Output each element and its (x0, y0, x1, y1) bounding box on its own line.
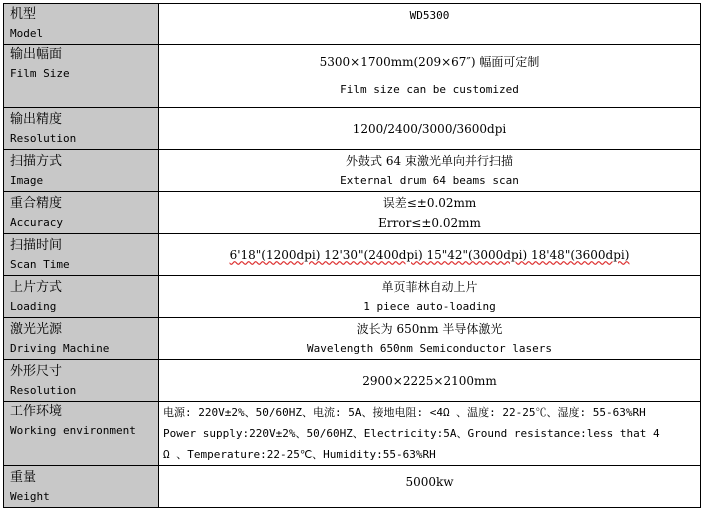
row-label (4, 318, 159, 360)
label-cn: 激光光源 (10, 321, 63, 337)
value-text: 5000kw (405, 475, 454, 489)
label-cn: 扫描方式 (10, 153, 63, 169)
value-text: 5300×1700mm(209×67″) 幅面可定制 (319, 55, 540, 69)
row-value (159, 360, 701, 402)
value-text-en-cont: Ω 、Temperature:22-25℃、Humidity:55-63%RH (163, 448, 436, 461)
label-en: Loading (10, 299, 57, 313)
table-row (4, 108, 701, 150)
table-row (4, 276, 701, 318)
value-text: 单页菲林自动上片 (381, 279, 478, 294)
value-text: 外鼓式 64 束激光单向并行扫描 (346, 153, 513, 168)
label-cn: 输出幅面 (10, 47, 63, 62)
row-label (4, 150, 159, 192)
table-row (4, 318, 701, 360)
value-text: 1200/2400/3000/3600dpi (352, 121, 507, 136)
label-en: Driving Machine (10, 341, 110, 355)
label-cn: 重量 (10, 469, 37, 485)
label-cn: 重合精度 (10, 195, 63, 211)
row-value (159, 4, 701, 45)
row-label (4, 402, 159, 466)
table-row (4, 466, 701, 508)
label-cn: 外形尺寸 (10, 363, 63, 379)
row-label (4, 360, 159, 402)
value-text: 误差≤±0.02mm (382, 195, 477, 210)
table-row (4, 4, 701, 45)
row-label (4, 466, 159, 508)
row-value (159, 234, 701, 276)
row-value (159, 402, 701, 466)
label-en: Weight (10, 489, 50, 503)
table-row (4, 150, 701, 192)
label-en: Accuracy (10, 215, 63, 229)
value-text-en: Power supply:220V±2%、50/60HZ、Electricity:5A、Ground resistance:less that 4 (163, 427, 660, 440)
row-value (159, 192, 701, 234)
label-cn: 扫描时间 (10, 237, 63, 253)
row-label (4, 234, 159, 276)
value-text: 波长为 650nm 半导体激光 (356, 321, 503, 336)
value-text-en: External drum 64 beams scan (340, 173, 519, 187)
row-label (4, 276, 159, 318)
label-en: Resolution (10, 383, 77, 397)
row-value (159, 108, 701, 150)
table-row (4, 402, 701, 466)
label-en: Image (10, 173, 44, 187)
row-value (159, 276, 701, 318)
label-en: Model (10, 27, 44, 40)
row-label (4, 192, 159, 234)
value-text: WD5300 (409, 9, 450, 22)
table-row (4, 234, 701, 276)
label-en: Working environment (10, 424, 136, 437)
row-label (4, 4, 159, 45)
label-en: Resolution (10, 131, 77, 145)
label-cn: 上片方式 (10, 279, 63, 295)
label-cn: 输出精度 (10, 111, 63, 127)
row-value (159, 466, 701, 508)
value-text: 电源: 220V±2%、50/60HZ、电流: 5A、接地电阻: <4Ω 、温度: 22-25℃、湿度: 55-63%RH (163, 406, 646, 419)
row-value (159, 318, 701, 360)
label-cn: 机型 (10, 7, 37, 22)
table-row (4, 192, 701, 234)
row-label (4, 45, 159, 108)
label-en: Film Size (10, 67, 70, 80)
value-text: 2900×2225×2100mm (362, 373, 497, 388)
value-text-en: Film size can be customized (340, 83, 519, 96)
row-value (159, 45, 701, 108)
value-text-en: Error≤±0.02mm (378, 215, 481, 230)
scan-time-text: 6'18"(1200dpi) 12'30"(2400dpi) 15"42"(3000dpi) 18'48"(3600dpi) (229, 247, 630, 262)
row-label (4, 108, 159, 150)
label-en: Scan Time (10, 257, 70, 271)
table-row (4, 360, 701, 402)
label-cn: 工作环境 (10, 404, 63, 419)
table-row (4, 45, 701, 108)
value-text-en: Wavelength 650nm Semiconductor lasers (306, 341, 553, 355)
spec-table (3, 3, 701, 508)
value-text-en: 1 piece auto-loading (363, 299, 496, 313)
row-value (159, 150, 701, 192)
